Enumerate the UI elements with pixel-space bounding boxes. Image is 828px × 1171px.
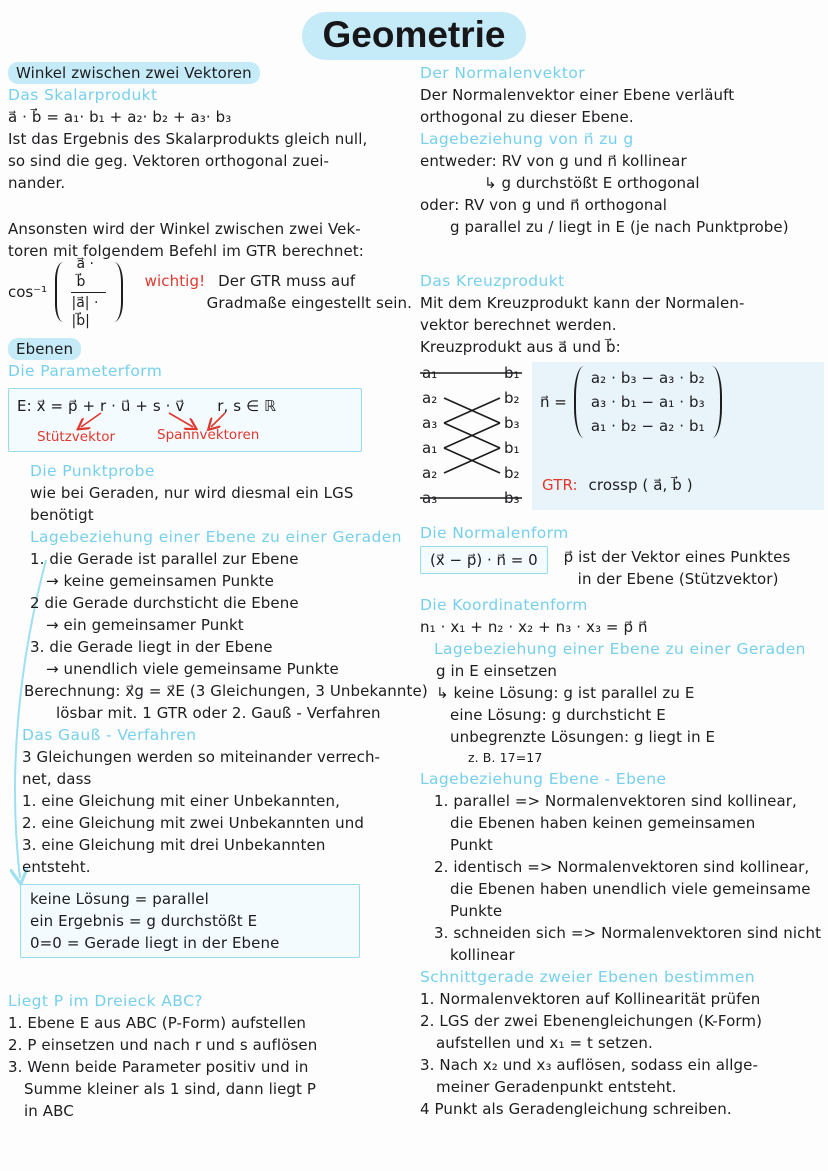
svg-text:b₃: b₃ [504, 489, 520, 507]
list-item: Punkt [450, 836, 493, 854]
normalenform-formula: (x⃗ − p⃗) · n⃗ = 0 [430, 551, 538, 569]
note-line: Kreuzprodukt aus a⃗ und b⃗: [420, 338, 621, 356]
normalenform-note [564, 546, 791, 590]
matrix-row: a₃ · b₁ − a₁ · b₃ [590, 393, 705, 411]
gauss-result-box [20, 884, 360, 958]
matrix-left-paren [574, 366, 585, 438]
parameterform-box [8, 388, 362, 452]
list-item: 1. eine Gleichung mit einer Unbekannten, [22, 792, 340, 810]
koordinatenform-formula: n₁ · x₁ + n₂ · x₂ + n₃ · x₃ = p⃗ n⃗ [420, 618, 648, 636]
list-item: kollinear [450, 946, 515, 964]
list-item: 2. eine Gleichung mit zwei Unbekannten und [22, 814, 364, 832]
subheading-normalenform: Die Normalenform [420, 524, 569, 542]
right-paren [114, 262, 122, 322]
svg-text:a₁: a₁ [422, 439, 438, 457]
subheading-lage-n-g: Lagebeziehung von n⃗ zu g [420, 130, 634, 148]
list-item: 3. schneiden sich => Normalenvektoren sind nicht [434, 924, 822, 942]
matrix-row: a₂ · b₃ − a₃ · b₂ [590, 369, 705, 387]
page-title-wrap [0, 12, 828, 60]
note-line: ↳ g durchstößt E orthogonal [484, 174, 700, 192]
note-line: toren mit folgendem Befehl im GTR berechnet: [8, 242, 364, 260]
list-item: 1. Normalenvektoren auf Kollinearität prüfen [420, 990, 761, 1008]
list-item: 4 Punkt als Geradengleichung schreiben. [420, 1100, 732, 1118]
result-line: keine Lösung = parallel [30, 890, 209, 908]
note-line: orthogonal zu dieser Ebene. [420, 108, 634, 126]
gtr-command-line [542, 474, 693, 496]
note-line: unbegrenzte Lösungen: g liegt in E [450, 728, 716, 746]
result-line: 0=0 = Gerade liegt in der Ebene [30, 934, 280, 952]
gtr-warning [145, 270, 412, 314]
svg-text:b₃: b₃ [504, 414, 520, 432]
subheading-parameterform: Die Parameterform [8, 362, 163, 380]
note-line: wie bei Geraden, nur wird diesmal ein LGS [30, 484, 354, 502]
note-line: benötigt [30, 506, 94, 524]
subheading-kreuzprodukt: Das Kreuzprodukt [420, 272, 565, 290]
note-line: entweder: RV von g und n⃗ kollinear [420, 152, 687, 170]
spannvektoren-label: Spannvektoren [157, 427, 260, 443]
note-line: in der Ebene (Stützvektor) [577, 570, 779, 588]
note-line: ↳ keine Lösung: g ist parallel zu E [436, 684, 695, 702]
fraction-numerator: a⃗ · b⃗ [71, 255, 106, 293]
normalenform-row [420, 546, 824, 590]
list-item: die Ebenen haben unendlich viele gemeinsame [450, 880, 811, 898]
list-item: → unendlich viele gemeinsame Punkte [46, 660, 339, 678]
subheading-koordinatenform: Die Koordinatenform [420, 596, 588, 614]
subheading-lage-e-g: Lagebeziehung einer Ebene zu einer Geraden [434, 640, 806, 658]
svg-text:b₁: b₁ [504, 439, 520, 457]
list-item: in ABC [24, 1102, 74, 1120]
section-heading-winkel-wrap [8, 62, 412, 84]
list-item: Punkte [450, 902, 503, 920]
parameterform-domain: r, s ∈ ℝ [217, 397, 277, 415]
right-column [420, 62, 824, 1120]
list-item: 1. parallel => Normalenvektoren sind kollinear, [434, 792, 797, 810]
matrix-right-paren [711, 366, 722, 438]
subheading-skalarprodukt: Das Skalarprodukt [8, 86, 158, 104]
note-line: p⃗ ist der Vektor eines Punktes [563, 548, 791, 566]
svg-text:b₁: b₁ [504, 364, 520, 382]
svg-text:a₁: a₁ [422, 364, 438, 382]
cos-formula [8, 255, 413, 329]
wichtig-label: wichtig! [144, 272, 206, 290]
note-line: entsteht. [22, 858, 91, 876]
note-line: nander. [8, 174, 66, 192]
list-item: 1. Ebene E aus ABC (P-Form) aufstellen [8, 1014, 307, 1032]
note-line: z. B. 17=17 [468, 750, 543, 765]
subheading-lage-ebene-gerade: Lagebeziehung einer Ebene zu einer Geraden [30, 528, 402, 546]
list-item: → ein gemeinsamer Punkt [46, 616, 244, 634]
stuetzvektor-label: Stützvektor [37, 429, 116, 445]
matrix-row: a₁ · b₂ − a₂ · b₁ [590, 417, 705, 435]
kreuzprodukt-figure [420, 362, 824, 514]
subheading-punktprobe: Die Punktprobe [30, 462, 155, 480]
note-line: Gradmaße eingestellt sein. [206, 294, 413, 312]
fraction-denominator: |a⃗| · |b⃗| [71, 294, 99, 329]
subheading-normalenvektor: Der Normalenvektor [420, 64, 586, 82]
subheading-dreieck: Liegt P im Dreieck ABC? [8, 992, 203, 1010]
list-item: 2. P einsetzen und nach r und s auflösen [8, 1036, 318, 1054]
note-line: eine Lösung: g durchsticht E [450, 706, 666, 724]
svg-text:a₂: a₂ [422, 464, 438, 482]
list-item: 3. Wenn beide Parameter positiv und in [8, 1058, 309, 1076]
gtr-command: crossp ( a⃗, b⃗ ) [588, 476, 693, 494]
list-item: 1. die Gerade ist parallel zur Ebene [30, 550, 299, 568]
section-heading-ebenen-wrap [8, 338, 412, 360]
note-line: Berechnung: x⃗g = x⃗E (3 Gleichungen, 3 Unbekannte) [24, 682, 428, 700]
subheading-lage-e-e: Lagebeziehung Ebene - Ebene [420, 770, 667, 788]
list-item: aufstellen und x₁ = t setzen. [436, 1034, 653, 1052]
list-item: 3. eine Gleichung mit drei Unbekannten [22, 836, 326, 854]
note-line: oder: RV von g und n⃗ orthogonal [420, 196, 668, 214]
normalenform-formula-box [420, 546, 548, 574]
normal-vector-matrix [540, 366, 722, 438]
dreieck-section [8, 990, 412, 1122]
list-item: meiner Geradenpunkt entsteht. [436, 1078, 677, 1096]
subheading-schnittgerade: Schnittgerade zweier Ebenen bestimmen [420, 968, 755, 986]
note-line: lösbar mit. 1 GTR oder 2. Gauß - Verfahren [56, 704, 381, 722]
skalarprodukt-formula: a⃗ · b⃗ = a₁· b₁ + a₂· b₂ + a₃· b₃ [8, 108, 232, 126]
list-item: die Ebenen haben keinen gemeinsamen [450, 814, 756, 832]
punktprobe-section [24, 460, 428, 724]
list-item: 2. identisch => Normalenvektoren sind kollinear, [434, 858, 810, 876]
svg-text:b₂: b₂ [504, 389, 520, 407]
list-item: Summe kleiner als 1 sind, dann liegt P [24, 1080, 317, 1098]
fraction [71, 255, 106, 330]
list-item: 2. LGS der zwei Ebenengleichungen (K-Form) [420, 1012, 763, 1030]
section-heading-winkel: Winkel zwischen zwei Vektoren [8, 62, 260, 84]
note-line: Der Normalenvektor einer Ebene verläuft [420, 86, 735, 104]
note-line: 3 Gleichungen werden so miteinander verrech- [22, 748, 381, 766]
cross-scheme-diagram [420, 362, 530, 514]
svg-text:a₃: a₃ [422, 414, 438, 432]
section-heading-ebenen: Ebenen [8, 338, 81, 360]
note-line: Mit dem Kreuzprodukt kann der Normalen- [420, 294, 745, 312]
note-line: net, dass [22, 770, 92, 788]
note-line: g parallel zu / liegt in E (je nach Punktprobe) [450, 218, 789, 236]
gtr-label: GTR: [542, 476, 578, 494]
gauss-section [22, 724, 412, 878]
list-item: 2 die Gerade durchsticht die Ebene [30, 594, 299, 612]
svg-text:b₂: b₂ [504, 464, 520, 482]
list-item: → keine gemeinsamen Punkte [46, 572, 274, 590]
subheading-gauss: Das Gauß - Verfahren [22, 726, 197, 744]
list-item: 3. Nach x₂ und x₃ auflösen, sodass ein allge- [420, 1056, 759, 1074]
note-line: Ist das Ergebnis des Skalarprodukts gleich null, [8, 130, 368, 148]
note-line: g in E einsetzen [436, 662, 558, 680]
svg-text:a₃: a₃ [422, 489, 438, 507]
page-title: Geometrie [302, 12, 525, 60]
cos-function: cos⁻¹ [8, 283, 48, 301]
left-column [8, 62, 428, 1122]
parameterform-formula: E: x⃗ = p⃗ + r · u⃗ + s · v⃗ [17, 397, 185, 415]
svg-text:a₂: a₂ [422, 389, 438, 407]
note-line: vektor berechnet werden. [420, 316, 617, 334]
result-line: ein Ergebnis = g durchstößt E [30, 912, 258, 930]
n-label: n⃗ = [540, 393, 567, 411]
note-line: so sind die geg. Vektoren orthogonal zuei- [8, 152, 330, 170]
note-line: Ansonsten wird der Winkel zwischen zwei Vek- [8, 220, 361, 238]
note-line: Der GTR muss auf [218, 272, 356, 290]
left-paren [55, 262, 63, 322]
list-item: 3. die Gerade liegt in der Ebene [30, 638, 273, 656]
